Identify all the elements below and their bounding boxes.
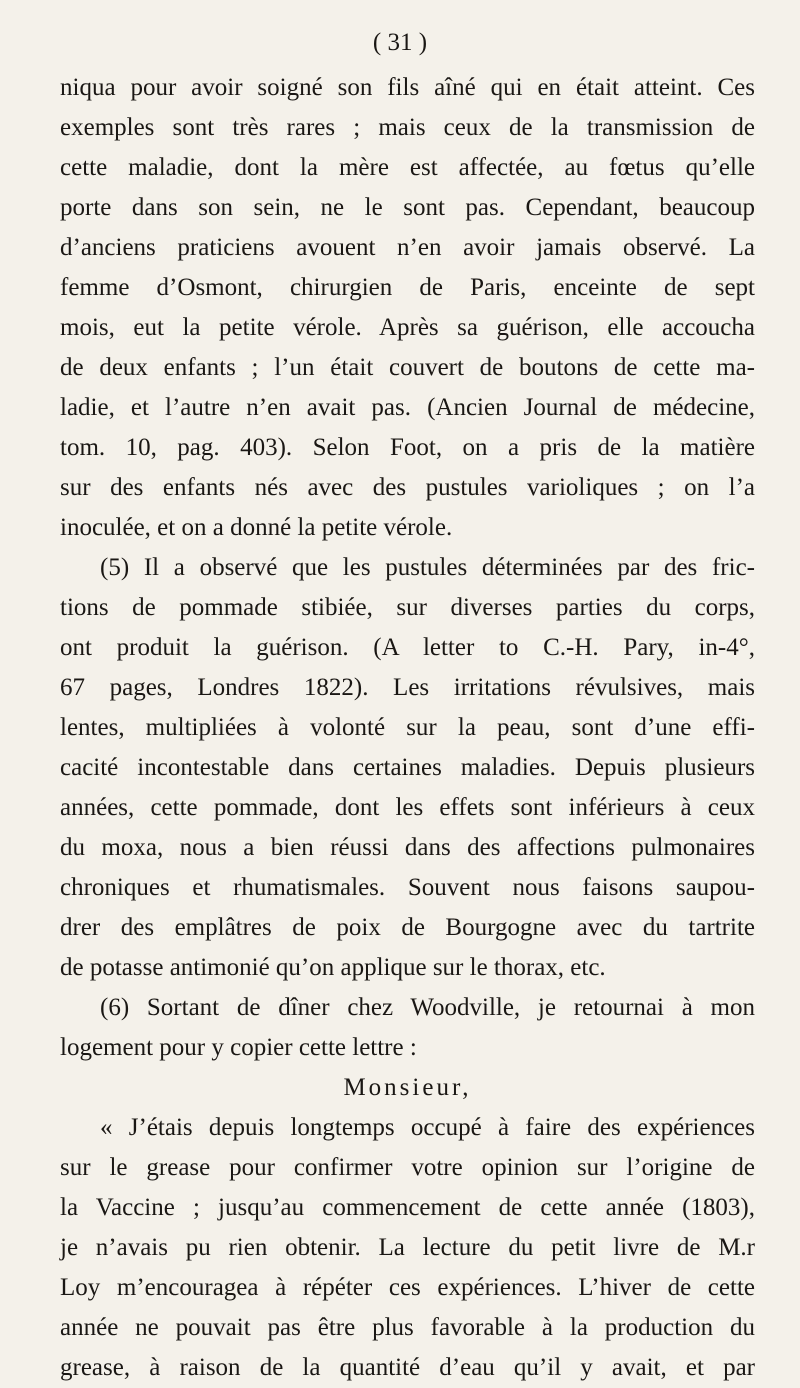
text-line: ladie, et l’autre n’en avait pas. (Ancien Journal de médecine, bbox=[60, 394, 755, 421]
text-line: d’anciens praticiens avouent n’en avoir jamais observé. La bbox=[60, 234, 755, 261]
text-line: 67 pages, Londres 1822). Les irritations révulsives, mais bbox=[60, 674, 755, 701]
text-line: tom. 10, pag. 403). Selon Foot, on a pris de la matière bbox=[60, 434, 755, 461]
text-line: cacité incontestable dans certaines maladies. Depuis plusieurs bbox=[60, 754, 755, 781]
text-line: de deux enfants ; l’un était couvert de boutons de cette ma- bbox=[60, 354, 755, 381]
footnote-5-line: (5) Il a observé que les pustules déterminées par des fric- bbox=[100, 554, 755, 581]
text-line: chroniques et rhumatismales. Souvent nous faisons saupou- bbox=[60, 874, 755, 901]
letter-line: Loy m’encouragea à répéter ces expériences. L’hiver de cette bbox=[60, 1274, 755, 1301]
text-line: niqua pour avoir soigné son fils aîné qui en était atteint. Ces bbox=[60, 74, 755, 101]
text-line: porte dans son sein, ne le sont pas. Cependant, beaucoup bbox=[60, 194, 755, 221]
letter-line: « J’étais depuis longtemps occupé à faire des expériences bbox=[100, 1114, 755, 1141]
letter-line: sur le grease pour confirmer votre opinion sur l’origine de bbox=[60, 1154, 755, 1181]
text-line: drer des emplâtres de poix de Bourgogne avec du tartrite bbox=[60, 914, 755, 941]
text-line: de potasse antimonié qu’on applique sur le thorax, etc. bbox=[60, 954, 606, 981]
body-text bbox=[60, 68, 755, 1388]
text-line: lentes, multipliées à volonté sur la peau, sont d’une effi- bbox=[60, 714, 755, 741]
text-line: du moxa, nous a bien réussi dans des affections pulmonaires bbox=[60, 834, 755, 861]
text-line: logement pour y copier cette lettre : bbox=[60, 1034, 417, 1061]
text-line: tions de pommade stibiée, sur diverses parties du corps, bbox=[60, 594, 755, 621]
text-line: sur des enfants nés avec des pustules varioliques ; on l’a bbox=[60, 474, 755, 501]
text-line: ont produit la guérison. (A letter to C.-H. Pary, in-4°, bbox=[60, 634, 755, 661]
text-line: années, cette pommade, dont les effets sont inférieurs à ceux bbox=[60, 794, 755, 821]
text-line: femme d’Osmont, chirurgien de Paris, enceinte de sept bbox=[60, 274, 755, 301]
letter-line: je n’avais pu rien obtenir. La lecture du petit livre de M.r bbox=[60, 1234, 755, 1261]
footnote-6-line: (6) Sortant de dîner chez Woodville, je retournai à mon bbox=[100, 994, 755, 1021]
salutation: Monsieur, bbox=[343, 1074, 472, 1101]
text-line: mois, eut la petite vérole. Après sa guérison, elle accoucha bbox=[60, 314, 755, 341]
letter-line: la Vaccine ; jusqu’au commencement de cette année (1803), bbox=[60, 1194, 755, 1221]
letter-line: année ne pouvait pas être plus favorable à la production du bbox=[60, 1314, 755, 1341]
text-line: inoculée, et on a donné la petite vérole. bbox=[60, 514, 453, 541]
text-line: cette maladie, dont la mère est affectée, au fœtus qu’elle bbox=[60, 154, 755, 181]
page-number: ( 31 ) bbox=[372, 29, 428, 56]
text-line: exemples sont très rares ; mais ceux de la transmission de bbox=[60, 114, 755, 141]
letter-line: grease, à raison de la quantité d’eau qu’il y avait, et par bbox=[60, 1354, 755, 1381]
